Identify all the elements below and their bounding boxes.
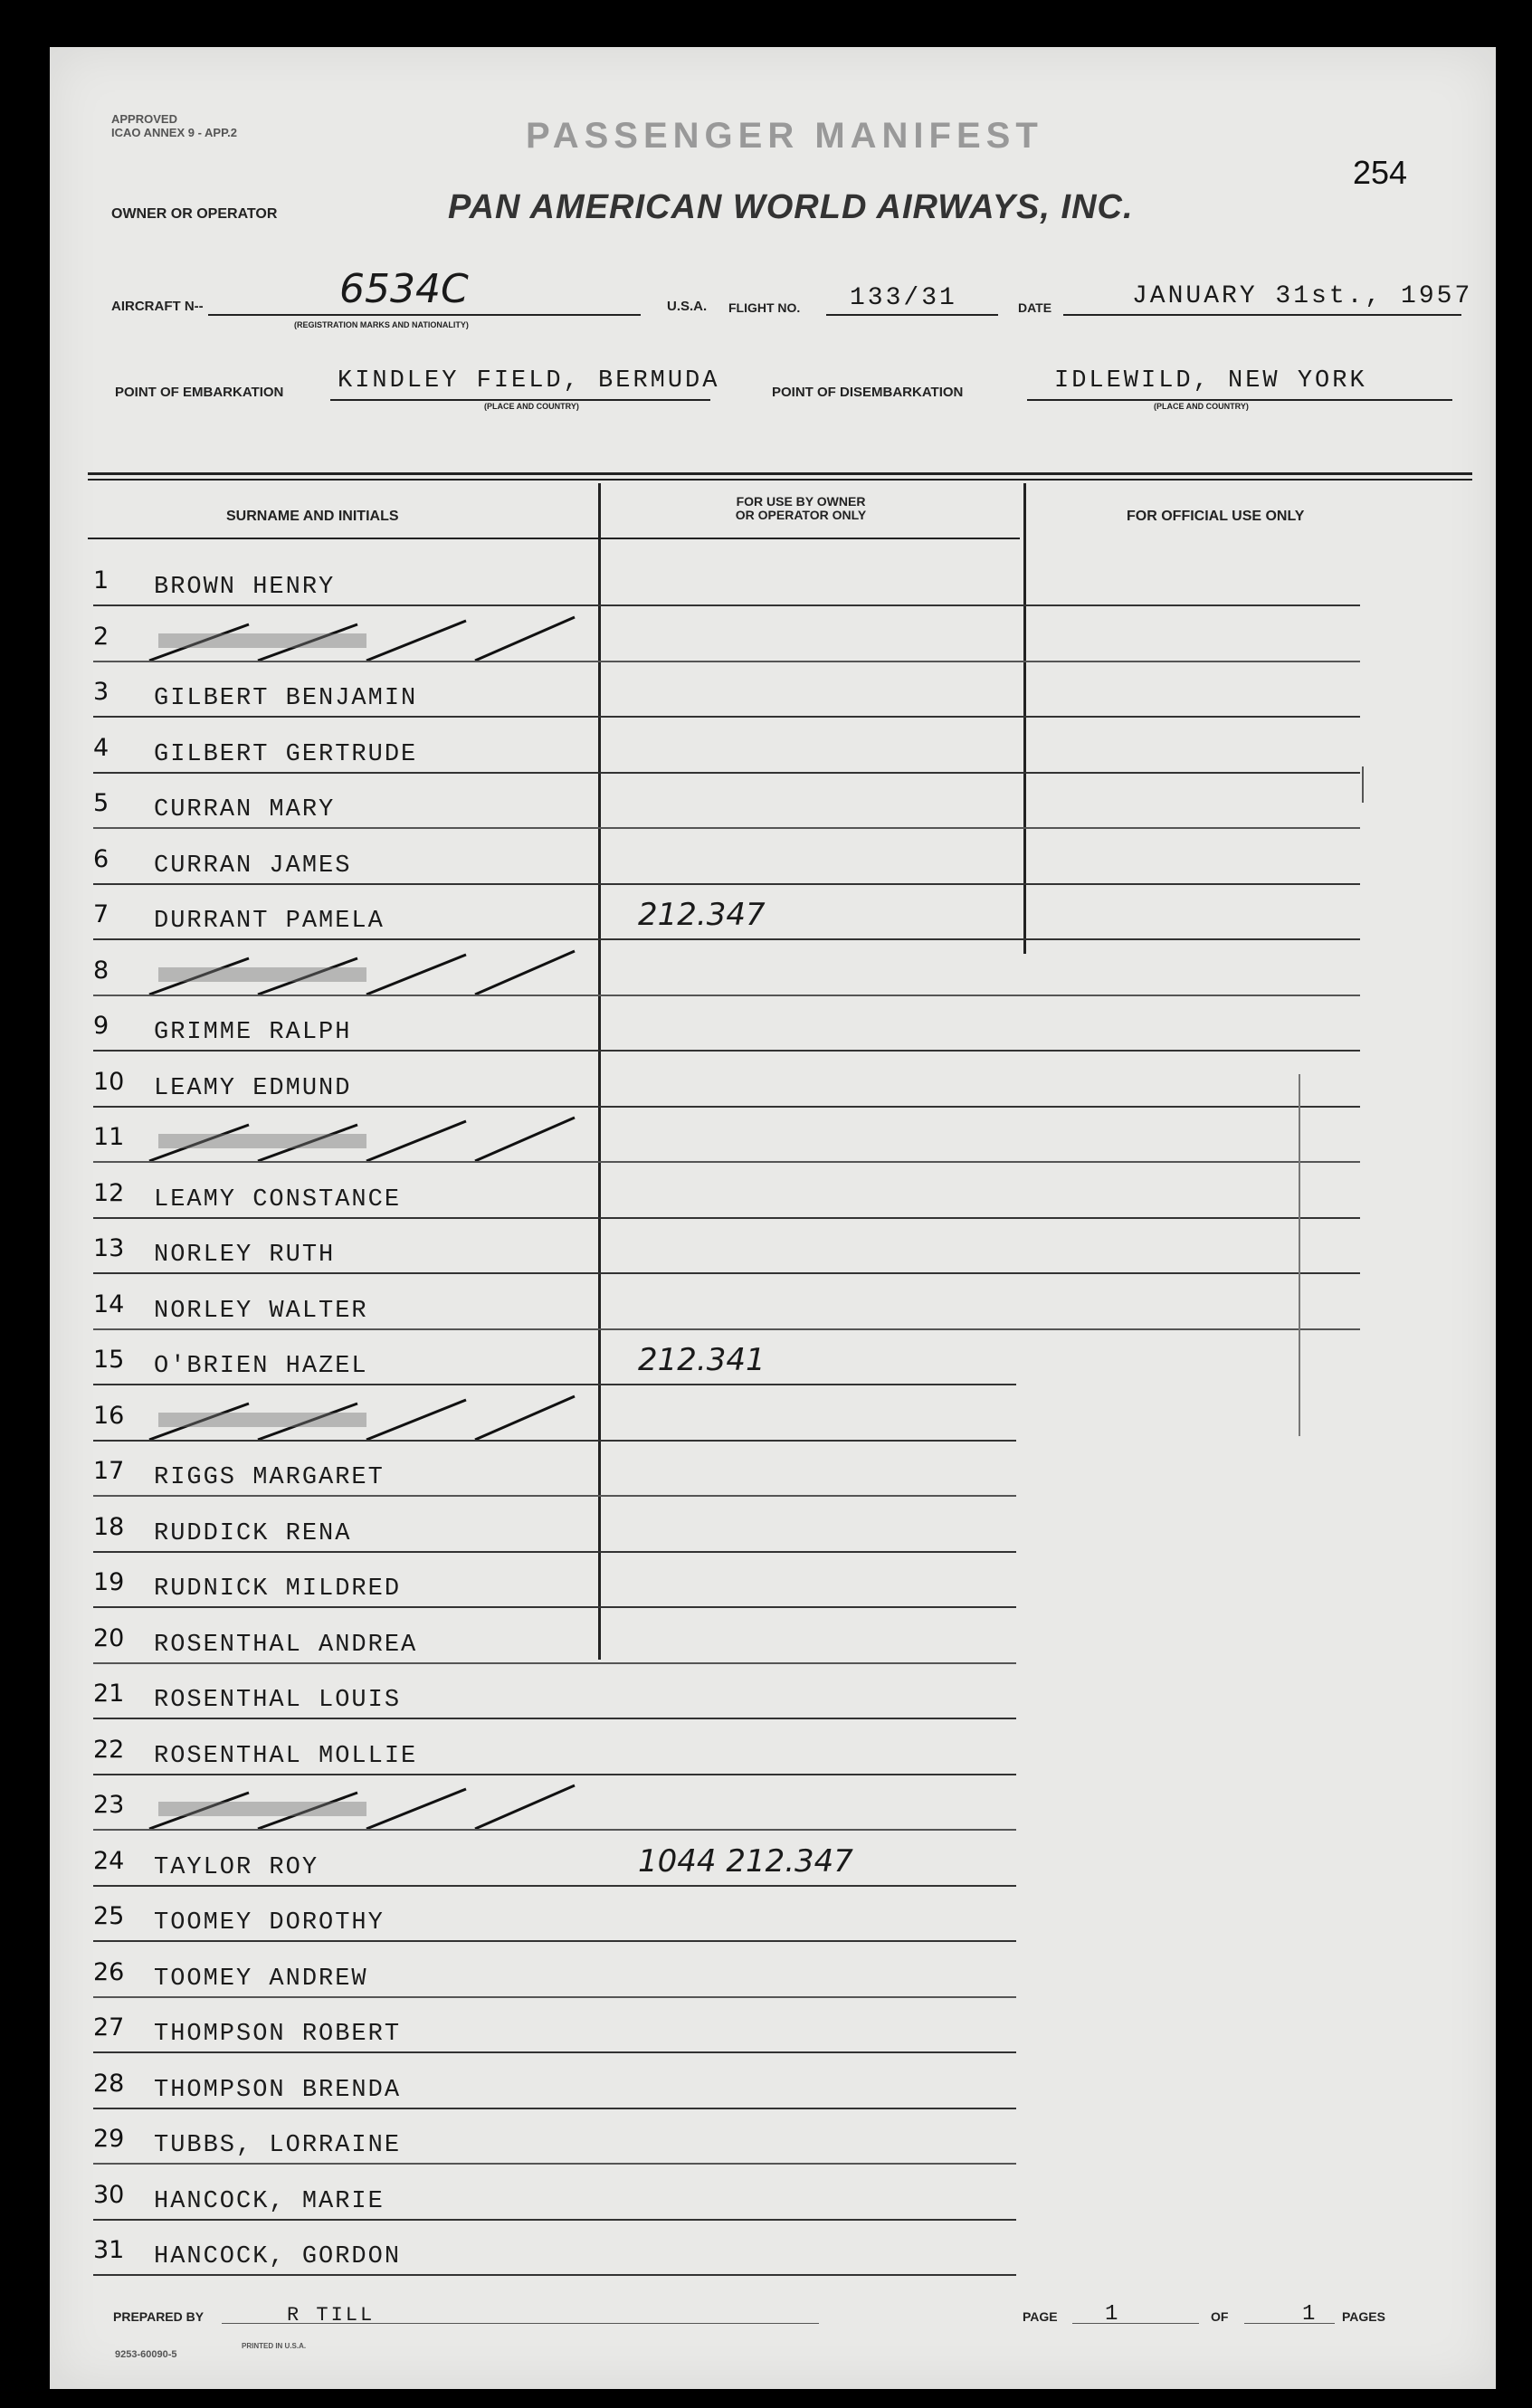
- passenger-name: LEAMY EDMUND: [154, 1074, 352, 1102]
- row-rule: [93, 1551, 1016, 1553]
- passenger-name: HANCOCK, GORDON: [154, 2243, 402, 2270]
- row-rule: [93, 1829, 1016, 1831]
- manifest-sheet: [50, 47, 1496, 2389]
- owner-note: 1044 212.347: [638, 1842, 853, 1880]
- col-surname-header: SURNAME AND INITIALS: [226, 509, 399, 524]
- row-number: 2: [93, 622, 109, 651]
- strikethrough-marks: [131, 614, 638, 668]
- passenger-name: BROWN HENRY: [154, 574, 336, 601]
- row-rule: [93, 1440, 1016, 1442]
- approval-stamp: APPROVED ICAO ANNEX 9 - APP.2: [111, 112, 237, 139]
- row-rule: [93, 1272, 1360, 1274]
- pages-label: PAGES: [1342, 2309, 1385, 2324]
- passenger-name: LEAMY CONSTANCE: [154, 1185, 402, 1214]
- row-rule: [93, 1940, 1016, 1942]
- row-number: 28: [93, 2069, 125, 2098]
- row-rule: [93, 1217, 1360, 1219]
- row-rule: [93, 1718, 1016, 1719]
- printed-in-usa: PRINTED IN U.S.A.: [242, 2342, 307, 2350]
- row-rule: [93, 2051, 1016, 2053]
- row-rule: [93, 604, 1360, 606]
- form-number: 9253-60090-5: [115, 2349, 177, 2360]
- document-title: PASSENGER MANIFEST: [526, 116, 1043, 156]
- strikethrough-marks: [131, 1114, 638, 1168]
- row-number: 22: [93, 1735, 125, 1764]
- of-label: OF: [1211, 2309, 1229, 2324]
- strikethrough-marks: [131, 1393, 638, 1447]
- flight-number: 133/31: [850, 284, 957, 312]
- strikethrough-marks: [131, 1782, 638, 1836]
- aircraft-label: AIRCRAFT N--: [111, 299, 204, 314]
- row-rule: [93, 995, 1360, 996]
- row-number: 5: [93, 789, 109, 817]
- passenger-name: O'BRIEN HAZEL: [154, 1353, 368, 1380]
- passenger-name: DURRANT PAMELA: [154, 908, 385, 935]
- row-number: 14: [93, 1290, 125, 1318]
- row-number: 11: [93, 1123, 125, 1151]
- passenger-name: TAYLOR ROY: [154, 1853, 319, 1881]
- row-rule: [93, 1161, 1360, 1163]
- row-number: 16: [93, 1401, 125, 1430]
- col-owner-header: FOR USE BY OWNER OR OPERATOR ONLY: [735, 494, 867, 522]
- row-number: 15: [93, 1346, 125, 1374]
- row-rule: [93, 1606, 1016, 1608]
- row-rule: [93, 827, 1360, 829]
- row-rule: [93, 772, 1360, 774]
- usa-label: U.S.A.: [667, 299, 708, 314]
- flight-date: JANUARY 31st., 1957: [1132, 282, 1473, 310]
- registration-note: (REGISTRATION MARKS AND NATIONALITY): [294, 320, 469, 329]
- row-rule: [93, 1328, 1360, 1330]
- flight-label: FLIGHT NO.: [728, 300, 801, 315]
- row-number: 19: [93, 1568, 125, 1596]
- disembarkation-value: IDLEWILD, NEW YORK: [1054, 367, 1367, 395]
- row-number: 18: [93, 1512, 125, 1541]
- passenger-name: THOMPSON BRENDA: [154, 2076, 402, 2104]
- embarkation-value: KINDLEY FIELD, BERMUDA: [338, 367, 720, 395]
- page-label: PAGE: [1023, 2309, 1058, 2324]
- row-number: 3: [93, 678, 109, 706]
- passenger-name: GILBERT BENJAMIN: [154, 685, 418, 712]
- row-number: 24: [93, 1846, 125, 1875]
- passenger-name: TUBBS, LORRAINE: [154, 2132, 402, 2159]
- row-number: 26: [93, 1957, 125, 1986]
- prepared-by-value: R TILL: [287, 2304, 376, 2327]
- passenger-name: RUDNICK MILDRED: [154, 1575, 402, 1603]
- passenger-name: ROSENTHAL LOUIS: [154, 1687, 402, 1714]
- page-value: 1: [1105, 2302, 1121, 2327]
- row-rule: [93, 2219, 1016, 2221]
- passenger-name: RIGGS MARGARET: [154, 1464, 385, 1491]
- passenger-name: NORLEY WALTER: [154, 1297, 368, 1325]
- row-number: 17: [93, 1457, 125, 1485]
- row-number: 31: [93, 2236, 125, 2264]
- row-rule: [93, 1774, 1016, 1775]
- row-number: 12: [93, 1178, 125, 1207]
- row-rule: [93, 2163, 1016, 2165]
- row-rule: [93, 1384, 1016, 1385]
- prepared-by-label: PREPARED BY: [113, 2309, 205, 2324]
- row-rule: [93, 2274, 1016, 2276]
- passenger-name: THOMPSON ROBERT: [154, 2021, 402, 2048]
- row-rule: [93, 1495, 1016, 1497]
- row-number: 21: [93, 1680, 125, 1708]
- passenger-name: CURRAN MARY: [154, 796, 336, 823]
- owner-note: 212.347: [638, 897, 766, 933]
- disembarkation-note: (PLACE AND COUNTRY): [1154, 402, 1249, 411]
- row-number: 9: [93, 1012, 109, 1040]
- row-number: 10: [93, 1067, 125, 1096]
- embarkation-note: (PLACE AND COUNTRY): [484, 402, 579, 411]
- passenger-name: TOOMEY ANDREW: [154, 1965, 368, 1993]
- passenger-name: ROSENTHAL MOLLIE: [154, 1742, 418, 1770]
- row-number: 30: [93, 2180, 125, 2209]
- passenger-name: GILBERT GERTRUDE: [154, 740, 418, 768]
- operator-name: PAN AMERICAN WORLD AIRWAYS, INC.: [448, 188, 1134, 226]
- row-number: 27: [93, 2013, 125, 2042]
- passenger-name: RUDDICK RENA: [154, 1519, 352, 1547]
- row-number: 25: [93, 1902, 125, 1930]
- passenger-name: NORLEY RUTH: [154, 1242, 336, 1269]
- row-rule: [93, 1996, 1016, 1998]
- owner-label: OWNER OR OPERATOR: [111, 206, 278, 222]
- row-number: 13: [93, 1234, 125, 1262]
- owner-note: 212.341: [638, 1342, 766, 1378]
- row-number: 29: [93, 2125, 125, 2153]
- row-rule: [93, 1106, 1360, 1108]
- embarkation-label: POINT OF EMBARKATION: [115, 385, 284, 400]
- row-number: 6: [93, 844, 109, 873]
- row-number: 1: [93, 566, 109, 595]
- total-pages-value: 1: [1302, 2302, 1318, 2327]
- row-rule: [93, 716, 1360, 718]
- aircraft-number: 6534C: [339, 266, 469, 312]
- row-rule: [93, 938, 1360, 940]
- row-rule: [93, 661, 1360, 662]
- row-rule: [93, 1662, 1016, 1664]
- row-rule: [93, 883, 1360, 885]
- row-rule: [93, 2108, 1016, 2109]
- row-number: 8: [93, 956, 109, 985]
- row-number: 20: [93, 1623, 125, 1652]
- passenger-name: HANCOCK, MARIE: [154, 2187, 385, 2215]
- page-number-stamp: 254: [1353, 154, 1408, 191]
- strikethrough-marks: [131, 947, 638, 1002]
- row-rule: [93, 1050, 1360, 1052]
- row-number: 7: [93, 900, 109, 928]
- col-official-header: FOR OFFICIAL USE ONLY: [1127, 509, 1305, 524]
- disembarkation-label: POINT OF DISEMBARKATION: [772, 385, 964, 400]
- row-number: 4: [93, 733, 109, 762]
- row-number: 23: [93, 1791, 125, 1819]
- passenger-name: CURRAN JAMES: [154, 852, 352, 880]
- passenger-name: GRIMME RALPH: [154, 1019, 352, 1046]
- date-label: DATE: [1018, 300, 1052, 315]
- passenger-name: TOOMEY DOROTHY: [154, 1909, 385, 1937]
- row-rule: [93, 1885, 1016, 1887]
- passenger-name: ROSENTHAL ANDREA: [154, 1631, 418, 1659]
